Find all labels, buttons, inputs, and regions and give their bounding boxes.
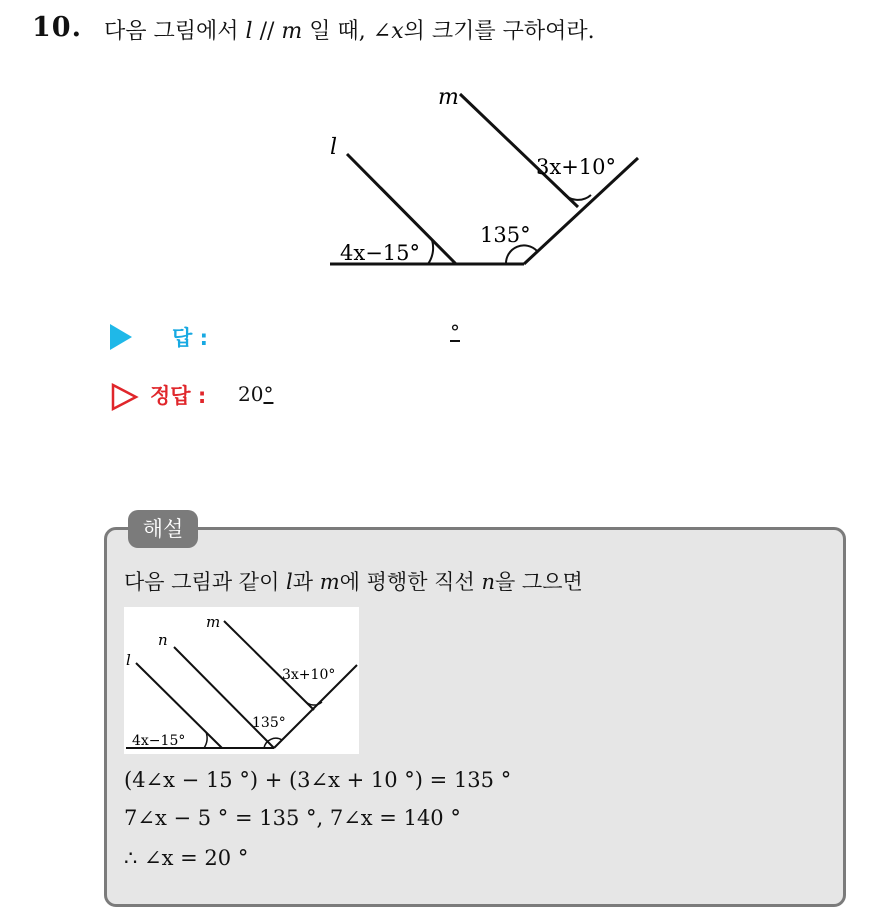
- solution-var-m: m: [319, 570, 340, 594]
- var-l: l: [245, 19, 253, 44]
- answer-label: 답 :: [172, 326, 208, 350]
- solution-var-n: n: [481, 570, 495, 594]
- solution-equation-3: ∴ ∠x = 20 °: [124, 846, 249, 870]
- sol-label-m: m: [206, 613, 221, 631]
- solution-equation-1: (4∠x − 15 °) + (3∠x + 10 °) = 135 °: [124, 768, 512, 792]
- question-text-start: 다음 그림에서: [104, 19, 239, 44]
- answer-unit: °: [450, 320, 460, 344]
- problem-figure: [300, 80, 660, 280]
- sol-arc-left: [204, 732, 207, 748]
- correct-unit: °: [263, 382, 274, 406]
- line-m: [460, 94, 578, 207]
- answer-triangle-icon: [110, 324, 132, 350]
- solution-tag: 해설: [128, 510, 198, 548]
- arc-left: [428, 240, 433, 264]
- solution-figure: [124, 607, 359, 754]
- figure-label-m: m: [438, 85, 459, 110]
- figure-angle-mid: 135°: [480, 223, 531, 247]
- angle-x: ∠x: [372, 19, 404, 44]
- solution-intro-2: 과: [292, 570, 314, 594]
- arc-top: [562, 192, 591, 200]
- sol-angle-left: 4x−15°: [132, 733, 186, 749]
- solution-var-l: l: [286, 570, 293, 594]
- sol-line-m: [224, 621, 314, 710]
- solution-figure-svg: [124, 607, 359, 754]
- solution-intro-3: 에 평행한 직선: [339, 570, 475, 594]
- question-text: [104, 14, 595, 45]
- correct-value: 20: [238, 382, 264, 406]
- sol-label-n: n: [158, 631, 168, 649]
- correct-label: 정답 :: [150, 384, 207, 408]
- parallel-symbol: //: [259, 19, 275, 44]
- figure-angle-left: 4x−15°: [340, 241, 421, 265]
- solution-equation-2: 7∠x − 5 ° = 135 °, 7∠x = 140 °: [124, 806, 461, 830]
- question-text-mid: 일 때,: [309, 19, 366, 44]
- question-number: 10.: [32, 12, 82, 43]
- sol-angle-top: 3x+10°: [282, 667, 336, 683]
- figure-angle-top: 3x+10°: [536, 155, 617, 179]
- figure-label-l: l: [330, 135, 338, 160]
- solution-intro: [124, 566, 583, 596]
- correct-value-group: [238, 382, 273, 406]
- sol-line-n: [174, 647, 274, 748]
- question-text-end: 의 크기를 구하여라.: [403, 19, 595, 44]
- solution-intro-1: 다음 그림과 같이: [124, 570, 280, 594]
- sol-angle-mid: 135°: [252, 715, 286, 731]
- answer-row: [110, 320, 530, 356]
- var-m: m: [281, 19, 303, 44]
- solution-intro-4: 을 그으면: [494, 570, 583, 594]
- correct-answer-row: [110, 380, 410, 416]
- sol-label-l: l: [126, 651, 131, 669]
- correct-triangle-icon: [110, 382, 140, 412]
- answer-blank[interactable]: [450, 320, 460, 344]
